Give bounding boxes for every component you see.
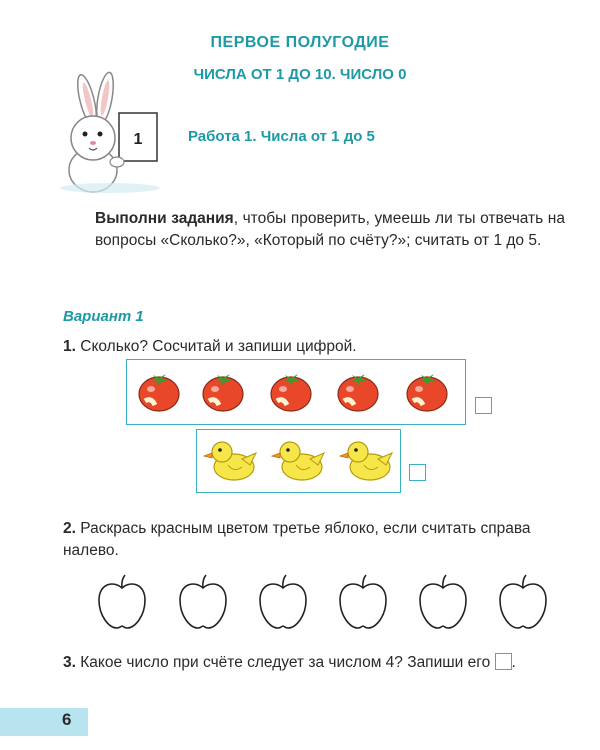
section-title: ПЕРВОЕ ПОЛУГОДИЕ [210, 34, 390, 51]
tomato-icon [199, 367, 247, 420]
work-title: Работа 1. Числа от 1 до 5 [188, 128, 375, 145]
rabbit-sign-number: 1 [133, 131, 143, 148]
task-3 [63, 652, 563, 674]
task-3-text: Какое число при счёте следует за числом 4? Запиши его [80, 654, 491, 671]
subsection-title: ЧИСЛА ОТ 1 ДО 10. ЧИСЛО 0 [193, 66, 407, 83]
apple-icon[interactable] [496, 572, 550, 637]
answer-box-tomatoes[interactable] [475, 397, 492, 414]
task-1-number: 1. [63, 338, 76, 355]
rabbit-illustration [55, 70, 165, 195]
tomato-icon [334, 367, 382, 420]
task-3-number: 3. [63, 654, 76, 671]
intro-text: , чтобы проверить, умеешь ли ты отвечать на вопросы «Сколько?», «Который по счёту?»; считать от 1 до 5. [95, 210, 565, 249]
apple-icon[interactable] [256, 572, 310, 637]
variant-label: Вариант 1 [63, 308, 144, 325]
apple-icon[interactable] [176, 572, 230, 637]
task-1 [63, 336, 357, 358]
task-1-text: Сколько? Сосчитай и запиши цифрой. [80, 338, 357, 355]
answer-box-ducks[interactable] [409, 464, 426, 481]
duckling-icon [202, 435, 258, 488]
intro-bold: Выполни задания [95, 210, 234, 227]
page-number: 6 [62, 710, 72, 729]
intro-paragraph [95, 208, 565, 252]
task-3-period: . [511, 654, 516, 671]
task-2-text: Раскрась красным цветом третье яблоко, если считать справа налево. [63, 520, 531, 559]
duckling-icon [270, 435, 326, 488]
tomato-icon [267, 367, 315, 420]
apple-icon[interactable] [95, 572, 149, 637]
page-number-band [0, 708, 88, 736]
tomato-icon [403, 367, 451, 420]
answer-box-number[interactable] [495, 653, 512, 670]
task-2 [63, 518, 563, 562]
task-2-number: 2. [63, 520, 76, 537]
duckling-icon [338, 435, 394, 488]
tomato-icon [135, 367, 183, 420]
apple-icon[interactable] [416, 572, 470, 637]
apple-icon[interactable] [336, 572, 390, 637]
